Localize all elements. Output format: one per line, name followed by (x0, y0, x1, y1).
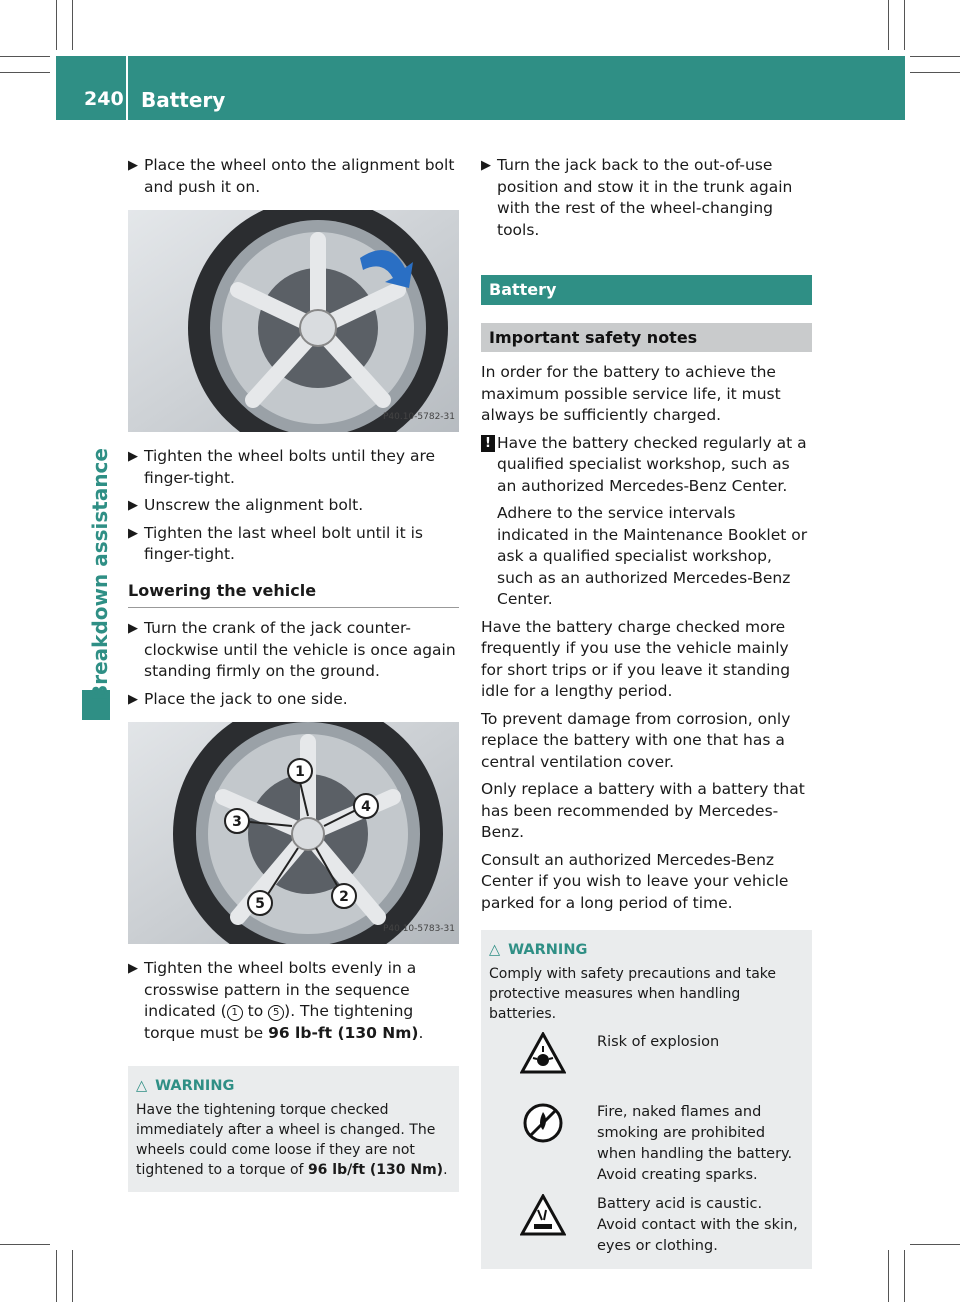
step-arrow-icon: ▶ (128, 525, 138, 541)
step-arrow-icon: ▶ (128, 449, 138, 464)
step-arrow-icon: ▶ (128, 691, 138, 707)
notice-text: Adhere to the service intervals indicated in the Maintenance Booklet or ask a qualified specialist workshop, such as an authorized Mercedes-Benz Center. (497, 504, 808, 608)
hazard-row (489, 1032, 804, 1094)
crop-mark (0, 56, 50, 57)
subsection-bar-safety: Important safety notes (481, 323, 812, 353)
notice-text: Have the battery checked regularly at a qualified specialist workshop, such as an authorized Mercedes-Benz Center. (497, 433, 807, 495)
bolt-label-4: 4 (361, 799, 371, 815)
instruction-step (128, 495, 459, 517)
hazard-text: Battery acid is caustic. Avoid contact with the skin, eyes or clothing. (597, 1196, 798, 1254)
instruction-step (128, 523, 459, 566)
hazard-text: Risk of explosion (597, 1034, 720, 1050)
step-text: Tighten the last wheel bolt until it is finger-tight. (144, 523, 423, 563)
instruction-step (128, 618, 459, 683)
paragraph: Only replace a battery with a battery that has been recommended by Mercedes-Benz. (481, 780, 805, 841)
warning-box-torque (128, 1066, 459, 1192)
paragraph: Consult an authorized Mercedes-Benz Center if you wish to leave your vehicle parked for a long period of time. (481, 850, 789, 912)
bolt-label-1: 1 (295, 764, 305, 780)
explosion-warning-icon (489, 1032, 597, 1094)
step-text: . (418, 1023, 424, 1042)
step-arrow-icon: ▶ (128, 498, 138, 513)
warning-text: Comply with safety precautions and take protective measures when handling batteries. (489, 966, 777, 1022)
torque-value: 96 lb-ft (130 Nm) (268, 1023, 419, 1042)
crop-mark (888, 1250, 889, 1302)
step-text: Unscrew the alignment bolt. (144, 496, 364, 514)
header-divider (126, 56, 128, 120)
hazard-row (489, 1194, 804, 1257)
warning-triangle-icon: △ (136, 1078, 148, 1094)
instruction-step (128, 958, 459, 1044)
crop-mark (56, 1250, 57, 1302)
warning-heading (136, 1076, 451, 1096)
section-bar-battery: Battery (481, 275, 812, 305)
crop-mark (910, 56, 960, 57)
warning-heading (489, 940, 804, 960)
paragraph: Have the battery charge checked more frequently if you use the vehicle mainly for short trips or if you leave it standing idle for a lengthy period. (481, 617, 791, 700)
warning-title: WARNING (508, 942, 588, 958)
bolt-label-2: 2 (339, 889, 349, 905)
wheel-photo-sequence (128, 722, 459, 944)
circled-number-5: 5 (268, 1005, 284, 1021)
crop-mark (888, 0, 889, 50)
hazard-row (489, 1102, 804, 1186)
instruction-step (128, 446, 459, 489)
photo-code: P40.10-5783-31 (382, 923, 455, 934)
left-column (128, 155, 459, 1192)
crop-mark (56, 0, 57, 50)
side-tab-label: Breakdown assistance (88, 448, 112, 700)
crop-mark (904, 0, 905, 50)
warning-text: Have the tightening torque checked immediately after a wheel is changed. The wheels could come loose if they are not tightened to a torque of (136, 1102, 436, 1178)
step-text: ). The tightening torque must be (144, 1002, 414, 1042)
crop-mark (904, 1250, 905, 1302)
torque-value: 96 lb/ft (130 Nm) (307, 1162, 444, 1178)
hazard-text: Fire, naked flames and smoking are prohibited when handling the battery. Avoid creating sparks. (597, 1104, 793, 1183)
bolt-label-5: 5 (255, 896, 265, 912)
step-arrow-icon: ▶ (128, 158, 138, 173)
wheel-bolt-sequence-illustration (128, 722, 459, 944)
step-text: Turn the crank of the jack counter-clockwise until the vehicle is once again standing firmly on the ground. (144, 619, 456, 680)
step-text: Turn the jack back to the out-of-use position and stow it in the trunk again with the rest of the wheel-changing tools. (497, 156, 793, 239)
corrosive-warning-icon (489, 1194, 597, 1256)
crop-mark (910, 72, 960, 73)
crop-mark (72, 1250, 73, 1302)
wheel-photo-alignment (128, 210, 459, 432)
paragraph: In order for the battery to achieve the maximum possible service life, it must always be sufficiently charged. (481, 363, 781, 424)
crop-mark (910, 1244, 960, 1245)
crop-mark (0, 72, 50, 73)
warning-text: . (443, 1162, 448, 1178)
page-number: 240 (84, 88, 124, 110)
bolt-label-3: 3 (232, 814, 242, 830)
no-flames-icon (489, 1102, 597, 1164)
step-text: to (242, 1002, 269, 1020)
warning-title: WARNING (155, 1078, 235, 1094)
section-title: Battery (141, 88, 226, 112)
notice-block (481, 433, 812, 611)
instruction-step (481, 155, 812, 241)
step-arrow-icon: ▶ (128, 621, 138, 636)
photo-code: P40.10-5782-31 (382, 411, 455, 422)
notice-exclamation-icon: ! (481, 435, 495, 452)
wheel-illustration (128, 210, 459, 432)
paragraph: To prevent damage from corrosion, only replace the battery with one that has a central ventilation cover. (481, 709, 791, 771)
circled-number-1: 1 (227, 1005, 243, 1021)
step-arrow-icon: ▶ (481, 158, 491, 173)
step-arrow-icon: ▶ (128, 961, 138, 976)
step-text: Tighten the wheel bolts until they are finger-tight. (144, 447, 436, 487)
warning-triangle-icon: △ (489, 942, 501, 958)
step-text: Place the jack to one side. (144, 689, 348, 708)
step-text: Place the wheel onto the alignment bolt and push it on. (144, 156, 455, 196)
crop-mark (72, 0, 73, 50)
right-column (481, 155, 812, 1269)
warning-box-battery (481, 930, 812, 1269)
subsection-heading: Lowering the vehicle (128, 580, 459, 609)
crop-mark (0, 1244, 50, 1245)
step-text: Tighten the wheel bolts evenly in a crosswise pattern in the sequence indicated ( (144, 959, 417, 1020)
instruction-step (128, 155, 459, 198)
instruction-step (128, 689, 459, 711)
